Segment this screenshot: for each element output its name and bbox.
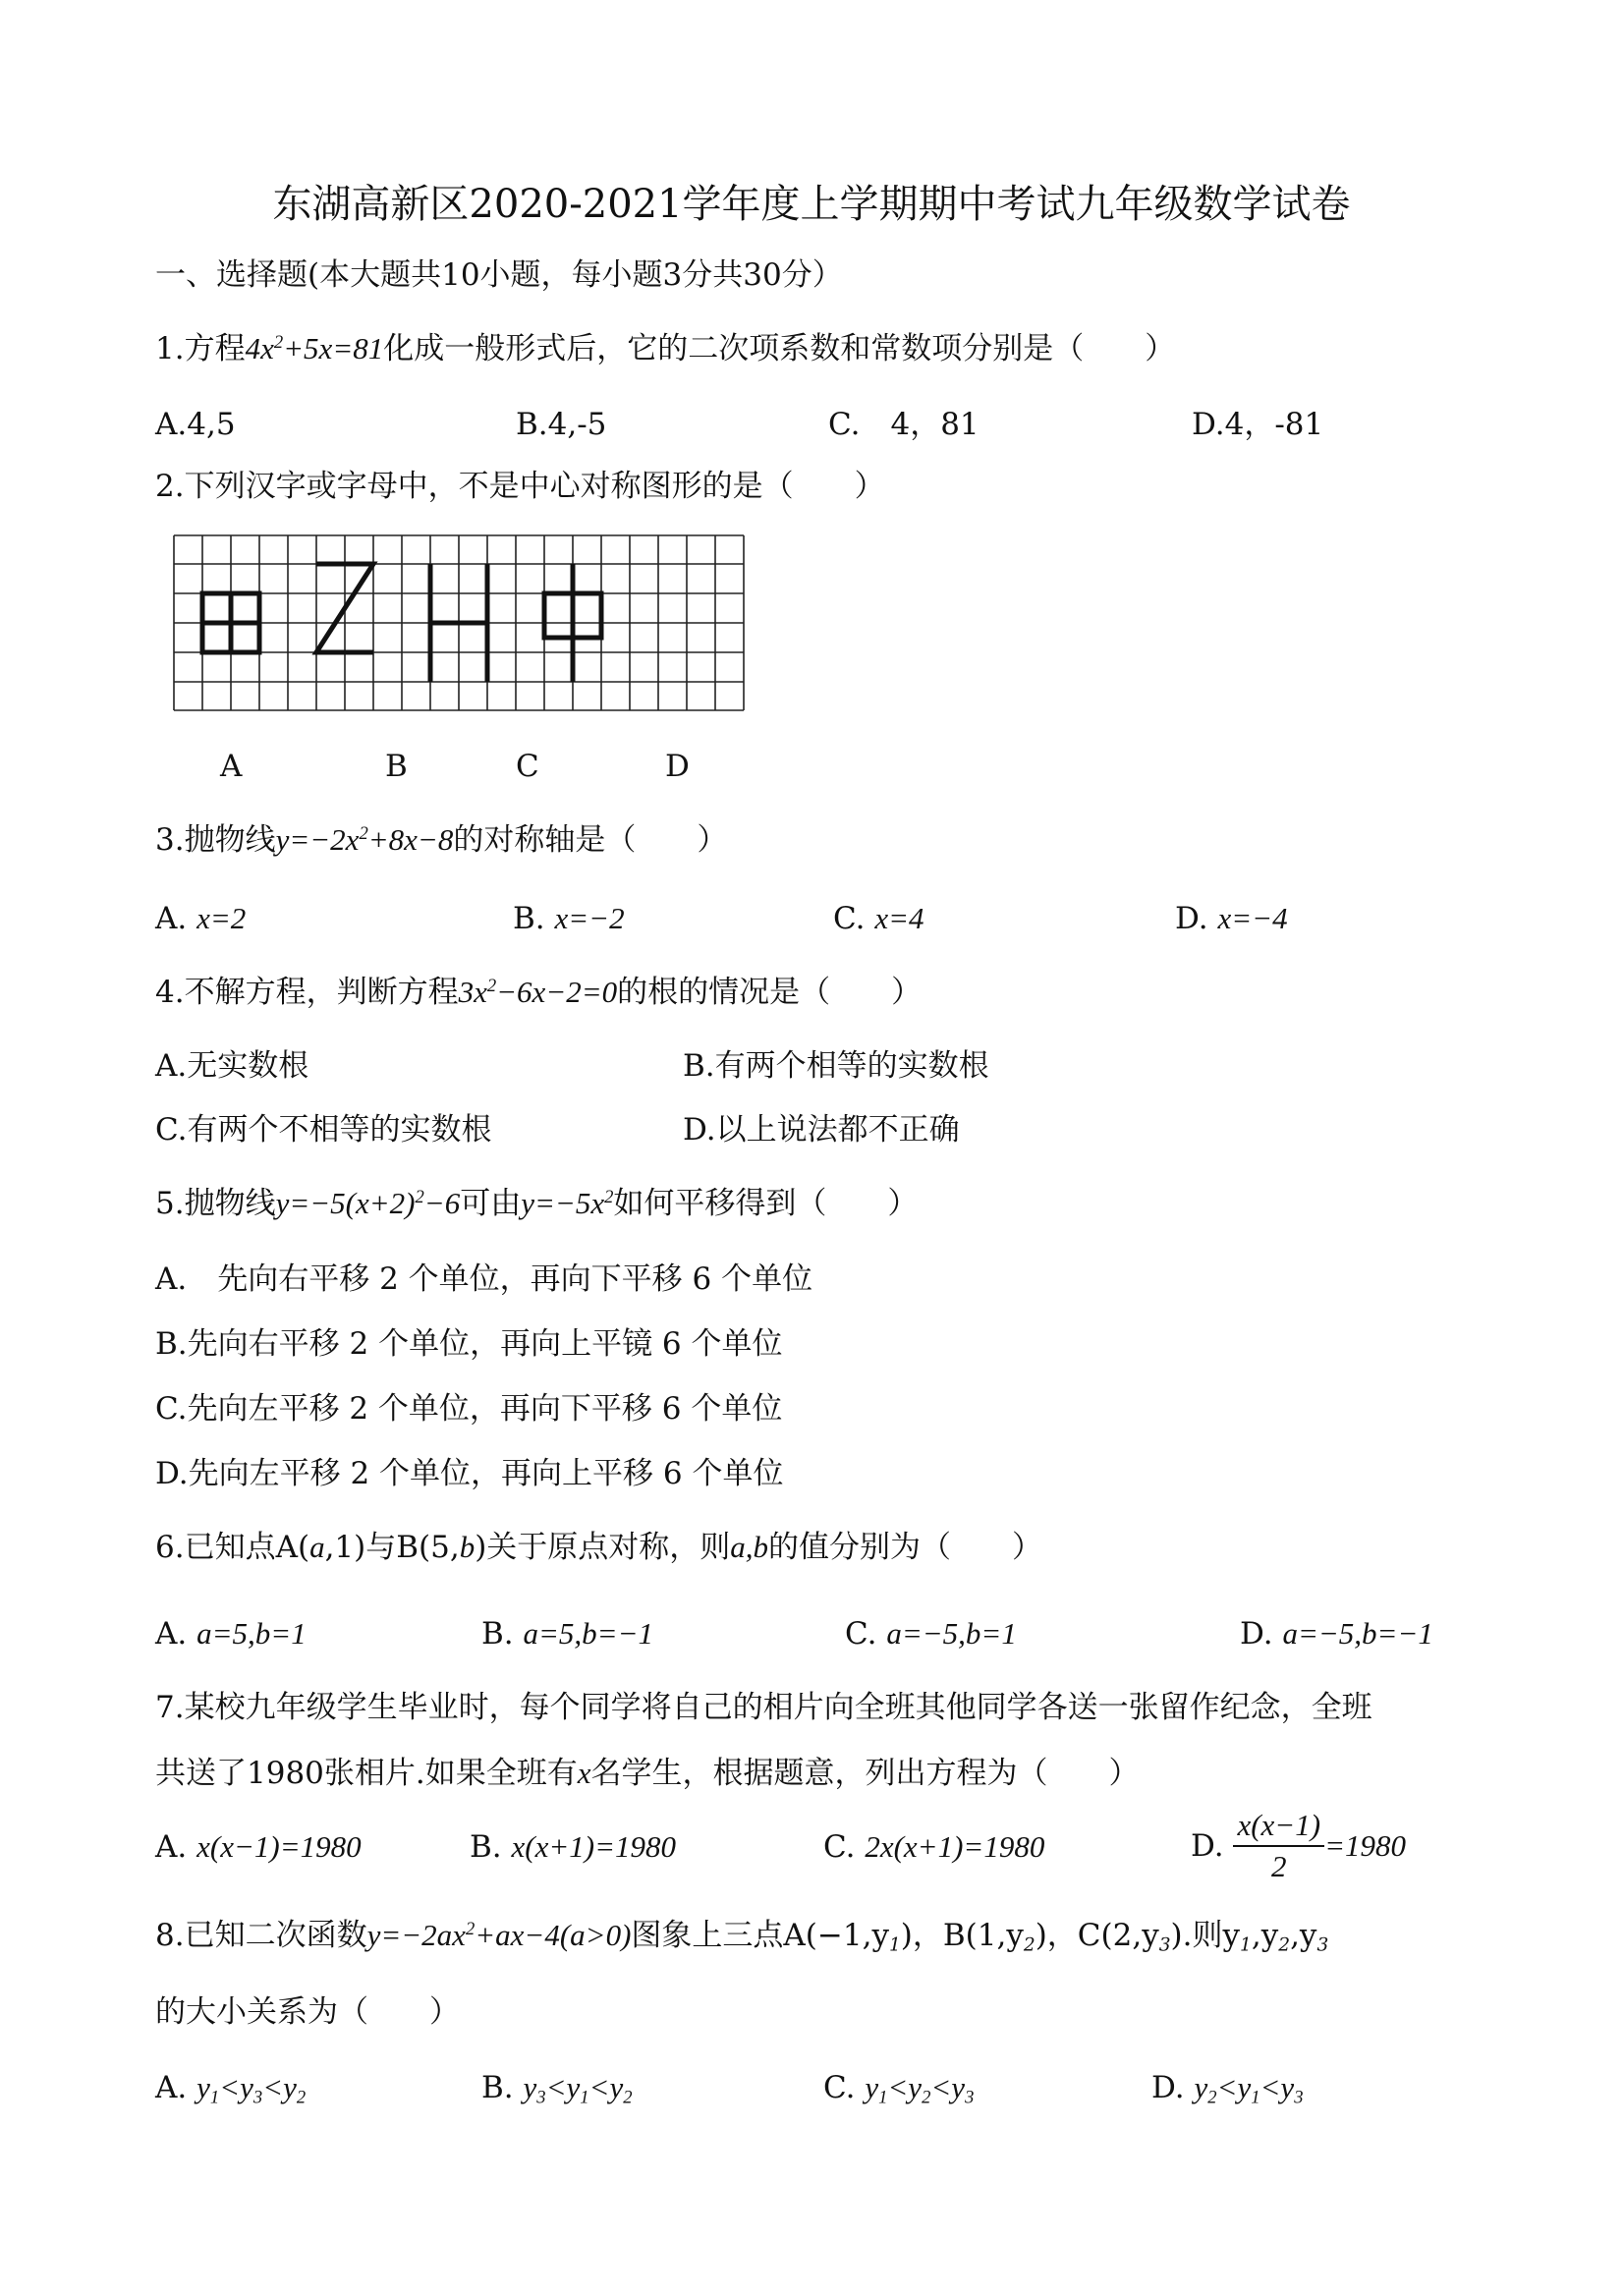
q8-option-d: D. $y_2<y_1<y_3$ [1151, 2070, 1304, 2108]
q5-option-d: D.先向左平移 2 个单位，再向上平移 6 个单位 [155, 1456, 784, 1491]
q4-option-c: C.有两个不相等的实数根 [155, 1112, 492, 1148]
question-1: 1.方程$4x^2+5x=81$化成一般形式后，它的二次项系数和常数项分别是（ ） [155, 331, 1176, 366]
q7-option-d: D. $\frac{x(x-1)}{2}$ =1980 [1191, 1806, 1406, 1886]
fraction: $\frac{x(x-1)}{2}$ [1233, 1806, 1324, 1886]
q8-option-a: A. $y_1<y_3<y_2$ [155, 2070, 307, 2108]
glyph-tian [202, 593, 259, 652]
question-2: 2.下列汉字或字母中，不是中心对称图形的是（ ） [155, 469, 885, 504]
q7-option-a: A. x(x−1)=1980 [155, 1829, 362, 1865]
q4-option-a: A.无实数根 [155, 1048, 309, 1084]
q6-option-a: A. a=5,b=1 [155, 1616, 307, 1652]
figure-label-a: A [220, 749, 243, 784]
q1-option-d: D.4，-81 [1192, 407, 1324, 442]
q4-option-d: D.以上说法都不正确 [683, 1112, 960, 1148]
exam-title: 东湖高新区2020-2021学年度上学期期中考试九年级数学试卷 [272, 182, 1351, 227]
q3-option-d: D. x=−4 [1175, 901, 1288, 936]
q6-option-b: B. a=5,b=−1 [481, 1616, 654, 1652]
question-7-line-1: 7.某校九年级学生毕业时，每个同学将自己的相片向全班其他同学各送一张留作纪念，全班 [155, 1690, 1372, 1725]
q6-option-c: C. a=−5,b=1 [845, 1616, 1017, 1652]
figure-label-c: C [516, 749, 539, 784]
q3-option-b: B. x=−2 [513, 901, 625, 936]
question-5: 5.抛物线$y=-5(x+2)^2-6$可由$y=-5x^2$如何平移得到（ ） [155, 1186, 919, 1221]
q5-option-b: B.先向右平移 2 个单位，再向上平镜 6 个单位 [155, 1326, 783, 1362]
q5-option-a: A. 先向右平移 2 个单位，再向下平移 6 个单位 [155, 1261, 813, 1297]
figure-label-b: B [385, 749, 408, 784]
question-6: 6.已知点A(a,1)与B(5,b)关于原点对称，则a,b的值分别为（ ） [155, 1530, 1043, 1565]
question-4: 4.不解方程，判断方程$3x^2-6x-2=0$的根的情况是（ ） [155, 975, 923, 1010]
q1-option-c: C. 4，81 [828, 407, 979, 442]
q1-option-a: A.4,5 [155, 407, 236, 442]
q1-option-b: B.4,-5 [516, 407, 607, 442]
question-8-line-2: 的大小关系为（ ） [155, 1994, 460, 2030]
question-8-line-1: 8.已知二次函数$y=-2ax^2+ax-4(a>0)$图象上三点$A(-1,y_1)$，$B(1,y_2)$，$C(2,y_3)$.则$y_1,y_2,y_3$ [155, 1918, 1329, 1956]
q3-option-c: C. x=4 [833, 901, 924, 936]
question-3: 3.抛物线$y=-2x^2+8x-8$的对称轴是（ ） [155, 822, 728, 858]
figure-label-d: D [665, 749, 690, 784]
section-heading: 一、选择题(本大题共10小题，每小题3分共30分） [155, 257, 843, 293]
q8-option-b: B. $y_3<y_1<y_2$ [481, 2070, 633, 2108]
q4-option-b: B.有两个相等的实数根 [683, 1048, 989, 1084]
character-grid-figure [169, 531, 749, 717]
q3-option-a: A. x=2 [155, 901, 247, 936]
q5-option-c: C.先向左平移 2 个单位，再向下平移 6 个单位 [155, 1391, 783, 1427]
q7-option-c: C. 2x(x+1)=1980 [823, 1829, 1045, 1865]
q7-option-b: B. x(x+1)=1980 [470, 1829, 677, 1865]
q6-option-d: D. a=−5,b=−1 [1240, 1616, 1433, 1652]
q8-option-c: C. $y_1<y_2<y_3$ [823, 2070, 975, 2108]
question-7-line-2: 共送了1980张相片.如果全班有x名学生，根据题意，列出方程为（ ） [155, 1756, 1140, 1791]
